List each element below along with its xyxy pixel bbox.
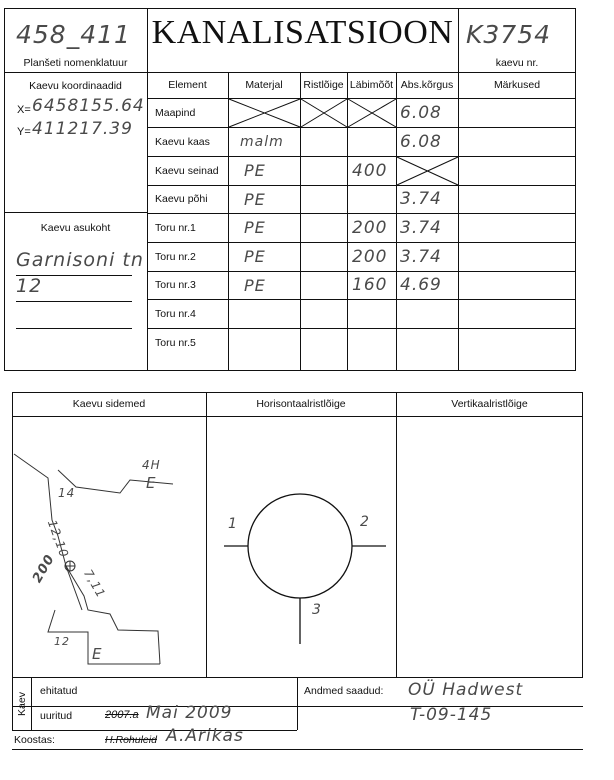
header-diameter: Läbimõõt bbox=[349, 79, 394, 91]
row-height-value: 3.74 bbox=[400, 217, 442, 238]
location-label: Kaevu asukoht bbox=[40, 222, 111, 234]
row-material-value: PE bbox=[244, 218, 266, 237]
row-height-value: 3.74 bbox=[400, 246, 442, 267]
plan-label-12: 12 bbox=[54, 635, 70, 648]
well-number-label: kaevu nr. bbox=[495, 57, 539, 69]
well-number-handwritten: K3754 bbox=[466, 20, 552, 49]
row-element: Maapind bbox=[155, 106, 196, 119]
surveyed-label: uuritud bbox=[40, 710, 73, 722]
plan-label-distance-7-11: 7,11 bbox=[80, 567, 109, 601]
pipe-label-2: 2 bbox=[360, 514, 370, 530]
compiled-label: Koostas: bbox=[14, 734, 55, 746]
row-height-value: 6.08 bbox=[400, 131, 442, 152]
row-diameter-value: 200 bbox=[352, 246, 388, 267]
x-prefix: X= bbox=[17, 104, 31, 116]
sheet-nomenclature-label: Planšeti nomenklatuur bbox=[23, 57, 128, 69]
row-element: Kaevu põhi bbox=[155, 193, 208, 205]
form-title: KANALISATSIOON bbox=[151, 14, 454, 51]
data-source-label: Andmed saadud: bbox=[304, 685, 384, 697]
row-element: Kaevu kaas bbox=[155, 135, 210, 148]
row-material-value: PE bbox=[244, 189, 266, 209]
compiled-printed-name: H.Rohuleid bbox=[105, 734, 157, 746]
plan-label-distance-14: 14 bbox=[58, 486, 76, 500]
row-element: Kaevu seinad bbox=[155, 164, 219, 177]
connections-heading: Kaevu sidemed bbox=[72, 398, 146, 410]
row-element: Toru nr.1 bbox=[155, 221, 196, 234]
row-element: Toru nr.3 bbox=[155, 279, 196, 291]
vertical-section-heading: Vertikaalristlõige bbox=[451, 398, 528, 410]
row-diameter-value: 160 bbox=[352, 275, 388, 295]
header-notes: Märkused bbox=[493, 79, 541, 91]
pipe-label-3: 3 bbox=[312, 602, 322, 618]
header-material: Materjal bbox=[245, 79, 283, 91]
plan-label-building-e: E bbox=[146, 474, 157, 492]
header-abs-height: Abs.kõrgus bbox=[400, 79, 454, 91]
surveyed-date-handwritten: Mai 2009 bbox=[146, 703, 233, 723]
row-element: Toru nr.4 bbox=[155, 307, 196, 320]
pipe-label-1: 1 bbox=[228, 516, 238, 532]
row-element: Toru nr.5 bbox=[155, 337, 196, 349]
well-side-label-box bbox=[12, 678, 31, 730]
data-source-company-handwritten: OÜ Hadwest bbox=[408, 680, 524, 700]
sheet-number-handwritten: 458_411 bbox=[16, 20, 131, 49]
location-number-handwritten: 12 bbox=[16, 275, 43, 297]
row-material-value: malm bbox=[240, 133, 284, 150]
built-label: ehitatud bbox=[40, 685, 78, 697]
coordinates-label: Kaevu koordinaadid bbox=[29, 80, 122, 92]
plan-label-200: 200 bbox=[30, 551, 59, 586]
x-coordinate-handwritten: 6458155.64 bbox=[32, 96, 145, 116]
row-diameter-value: 400 bbox=[352, 160, 388, 181]
y-coordinate-handwritten: 411217.39 bbox=[32, 119, 133, 139]
plan-label-building-bottom-e: E bbox=[92, 645, 103, 663]
location-street-handwritten: Garnisoni tn bbox=[16, 249, 144, 271]
row-height-value: 3.74 bbox=[400, 189, 442, 209]
header-element: Element bbox=[168, 79, 207, 91]
row-height-value: 6.08 bbox=[400, 102, 442, 123]
y-prefix: Y= bbox=[17, 126, 31, 138]
row-element: Toru nr.2 bbox=[155, 250, 196, 263]
surveyed-printed-date: 2007.a bbox=[105, 709, 139, 721]
data-source-number-handwritten: T-09-145 bbox=[410, 705, 493, 725]
horizontal-section-heading: Horisontaalristlõige bbox=[256, 398, 346, 410]
plan-label-distance-12-10: 12,10 bbox=[44, 518, 72, 560]
plan-label-building: 4H bbox=[142, 458, 161, 472]
well-side-label: Kaev bbox=[15, 692, 28, 716]
row-height-value: 4.69 bbox=[400, 275, 442, 295]
row-diameter-value: 200 bbox=[352, 217, 388, 238]
row-material-value: PE bbox=[244, 247, 266, 266]
header-cross-section: Ristlõige bbox=[303, 79, 344, 91]
row-material-value: PE bbox=[244, 161, 266, 180]
compiled-name-handwritten: A.Arikas bbox=[166, 726, 244, 746]
row-material-value: PE bbox=[244, 275, 266, 295]
